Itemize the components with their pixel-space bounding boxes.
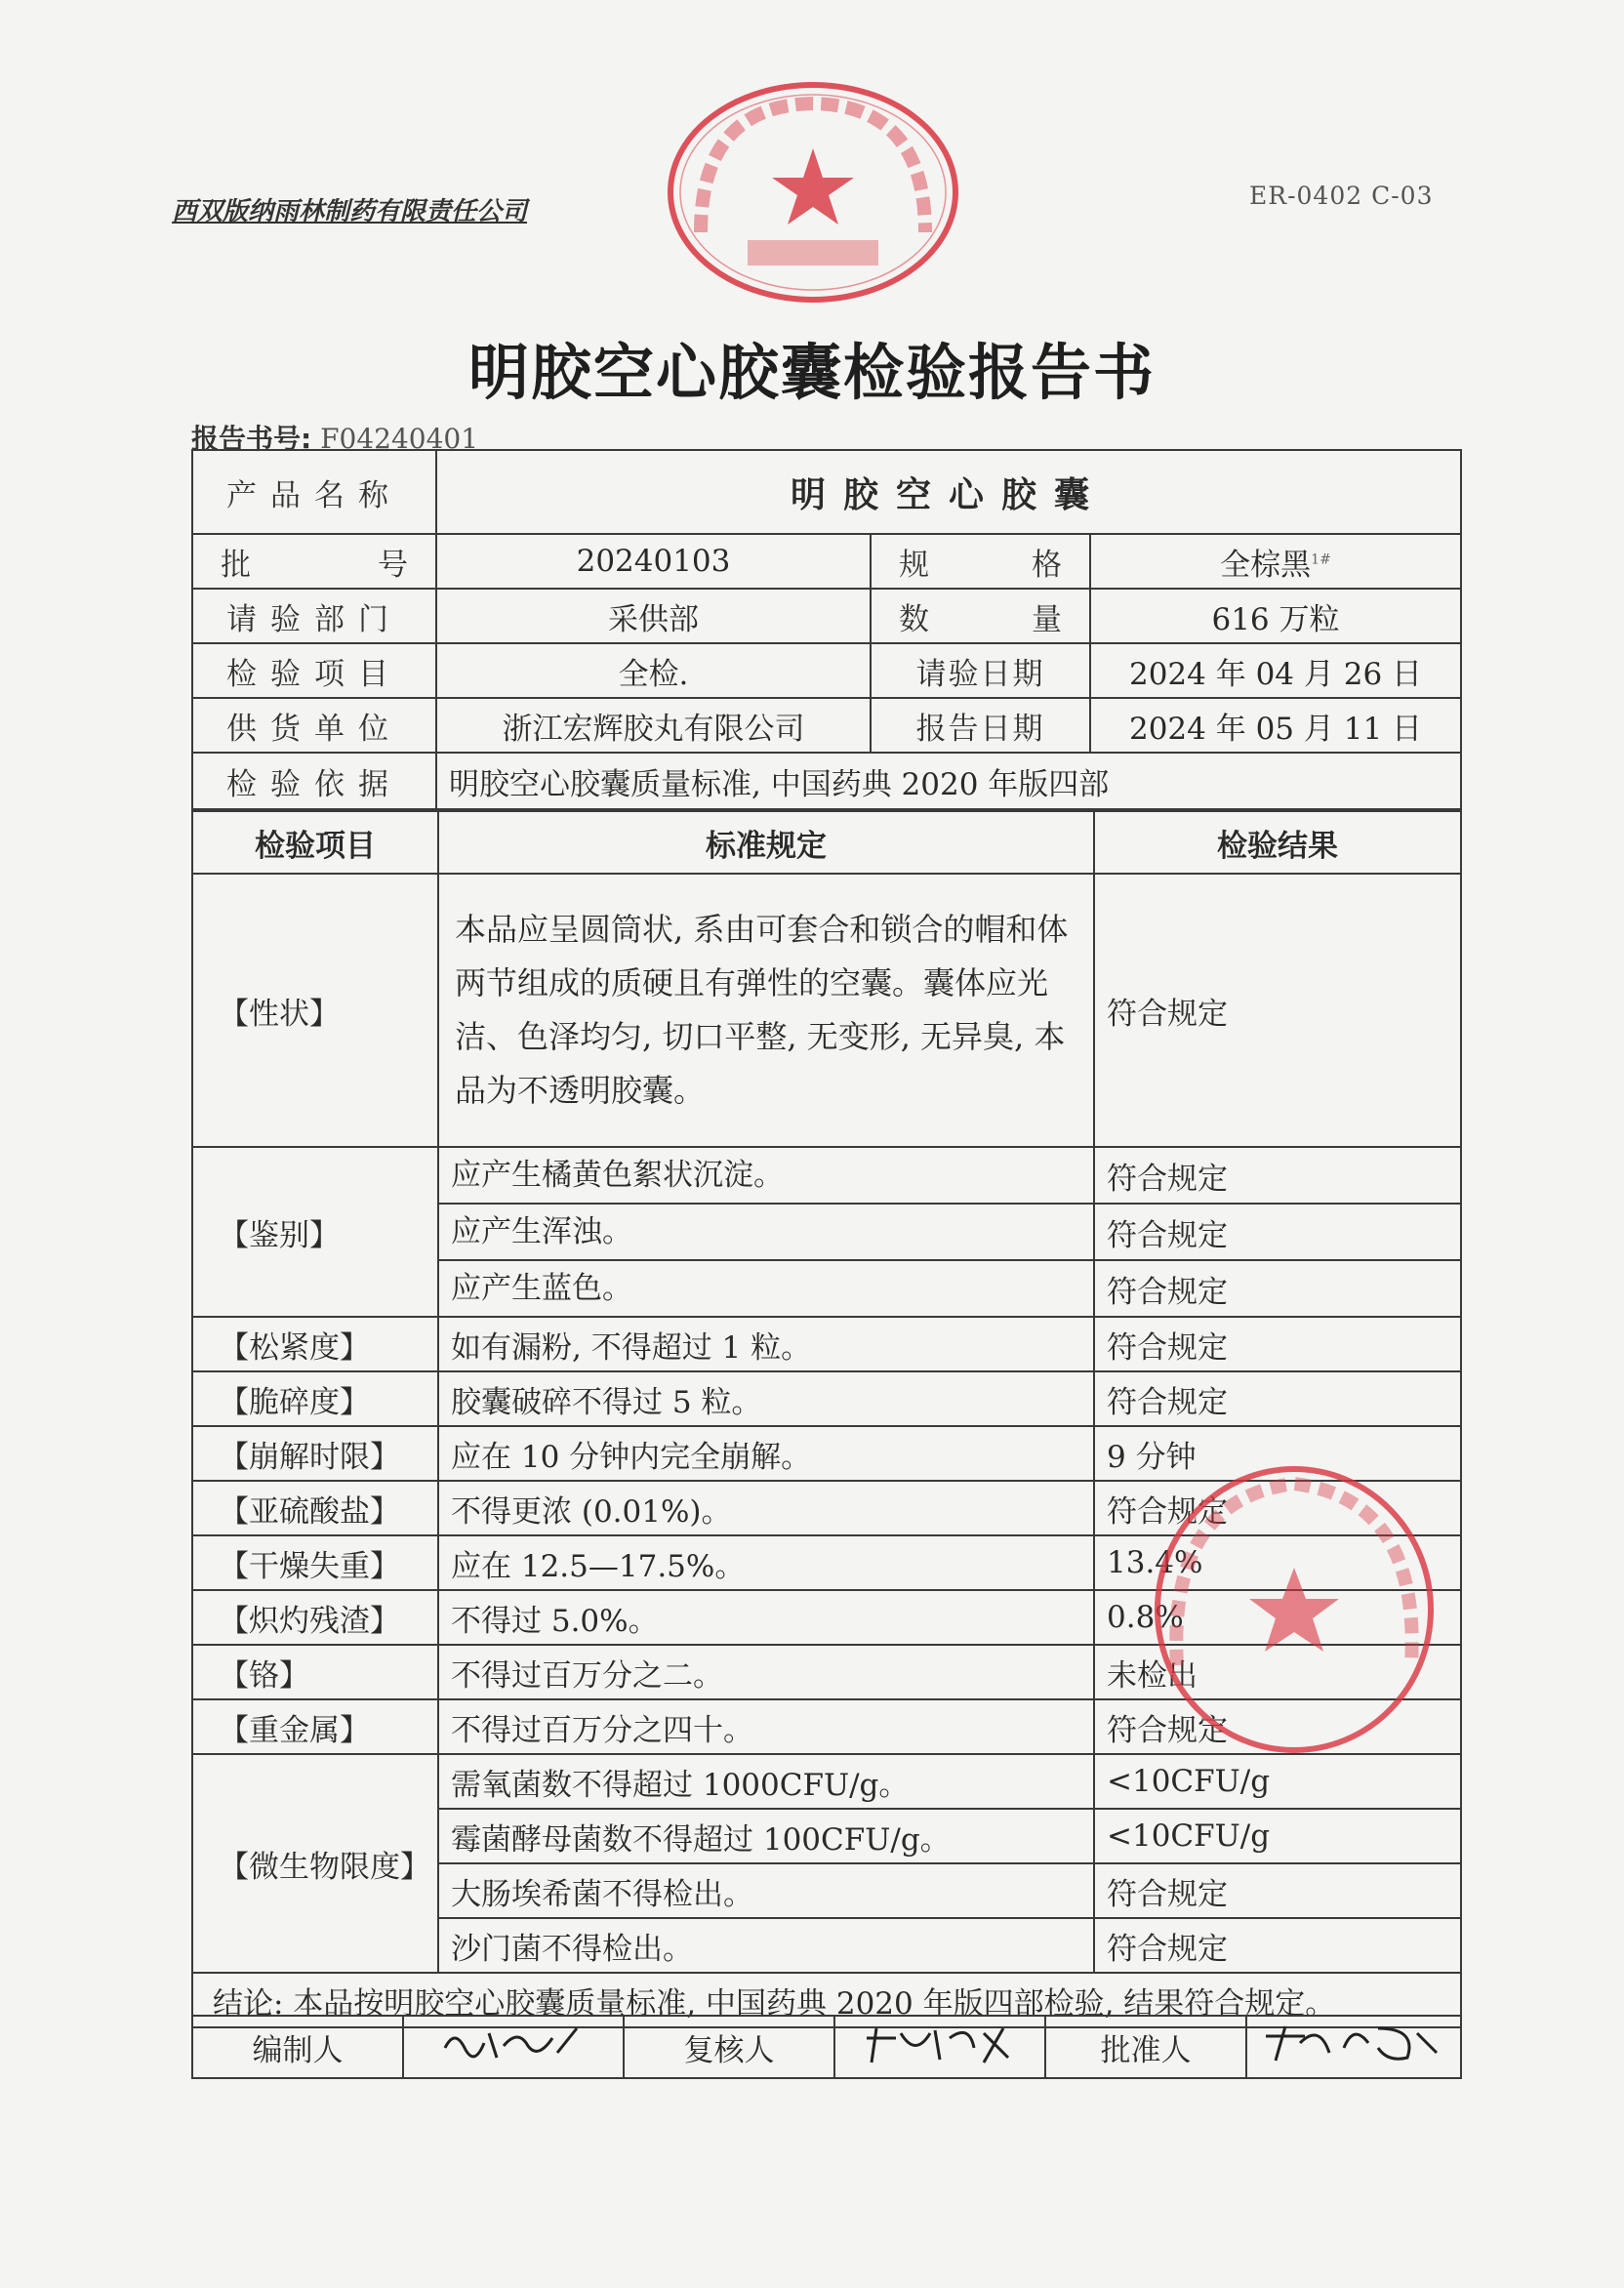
test-standard: 不得过百万分之二。 <box>438 1645 1094 1699</box>
inspect-item-value: 全检. <box>436 643 871 698</box>
reviewed-by-label: 复核人 <box>624 2016 834 2078</box>
prepared-by-signature <box>403 2016 624 2078</box>
test-standard: 不得更浓 (0.01%)。 <box>438 1481 1094 1535</box>
basis-label: 检验依据 <box>192 753 436 809</box>
approved-by-signature <box>1246 2016 1461 2078</box>
ident-standard: 应产生橘黄色絮状沉淀。 <box>438 1147 1094 1204</box>
col-header-item: 检验项目 <box>192 811 438 874</box>
micro-standard: 霉菌酵母菌数不得超过 100CFU/g。 <box>438 1809 1094 1863</box>
test-item: 【干燥失重】 <box>192 1535 438 1590</box>
test-item: 【松紧度】 <box>192 1317 438 1371</box>
report-date-label: 报告日期 <box>871 698 1090 753</box>
request-date-value: 2024 年 04 月 26 日 <box>1090 643 1461 698</box>
micro-item: 【微生物限度】 <box>192 1754 438 1973</box>
ident-item: 【鉴别】 <box>192 1147 438 1317</box>
prepared-by-label: 编制人 <box>192 2016 403 2078</box>
ident-result: 符合规定 <box>1094 1260 1461 1317</box>
table-row <box>192 1371 1461 1426</box>
micro-standard: 需氧菌数不得超过 1000CFU/g。 <box>438 1754 1094 1809</box>
micro-standard: 大肠埃希菌不得检出。 <box>438 1863 1094 1918</box>
report-number-label: 报告书号: <box>191 423 312 455</box>
report-title: 明胶空心胶囊检验报告书 <box>467 337 1156 408</box>
test-result: 0.8% <box>1094 1590 1461 1645</box>
table-row <box>192 1481 1461 1535</box>
table-row <box>192 1147 1461 1204</box>
micro-standard: 沙门菌不得检出。 <box>438 1918 1094 1973</box>
reviewed-by-signature <box>834 2016 1045 2078</box>
test-item: 【炽灼残渣】 <box>192 1590 438 1645</box>
supplier-label: 供货单位 <box>192 698 436 753</box>
table-row <box>192 1754 1461 1809</box>
test-result: 符合规定 <box>1094 1699 1461 1754</box>
company-name: 西双版纳雨林制药有限责任公司 <box>172 197 528 226</box>
test-result: 未检出 <box>1094 1645 1461 1699</box>
micro-result: <10CFU/g <box>1094 1754 1461 1809</box>
test-standard: 胶囊破碎不得过 5 粒。 <box>438 1371 1094 1426</box>
ident-standard: 应产生蓝色。 <box>438 1260 1094 1317</box>
product-name: 明胶空心胶囊 <box>436 450 1461 534</box>
table-row <box>192 1590 1461 1645</box>
table-row <box>192 1699 1461 1754</box>
request-date-label: 请验日期 <box>871 643 1090 698</box>
test-standard: 如有漏粉, 不得超过 1 粒。 <box>438 1317 1094 1371</box>
test-item: 【脆碎度】 <box>192 1371 438 1426</box>
qty-value: 616 万粒 <box>1090 589 1461 643</box>
appearance-item: 【性状】 <box>192 874 438 1147</box>
spec-mark: 1# <box>1311 552 1331 568</box>
dept-label: 请验部门 <box>192 589 436 643</box>
spec-cell <box>1090 534 1461 589</box>
table-row <box>192 1426 1461 1481</box>
report-number-value: F04240401 <box>320 423 479 455</box>
spec-label: 规格 <box>871 534 1090 589</box>
signature-table <box>191 2015 1462 2079</box>
quality-seal-stamp <box>662 76 964 308</box>
ident-standard: 应产生浑浊。 <box>438 1204 1094 1260</box>
dept-value: 采供部 <box>436 589 871 643</box>
test-item: 【崩解时限】 <box>192 1426 438 1481</box>
table-row <box>192 1645 1461 1699</box>
test-standard: 应在 10 分钟内完全崩解。 <box>438 1426 1094 1481</box>
qty-label: 数量 <box>871 589 1090 643</box>
appearance-result: 符合规定 <box>1094 874 1461 1147</box>
basis-value: 明胶空心胶囊质量标准, 中国药典 2020 年版四部 <box>436 753 1461 809</box>
micro-result: <10CFU/g <box>1094 1809 1461 1863</box>
col-header-result: 检验结果 <box>1094 811 1461 874</box>
form-code: ER-0402 C-03 <box>1249 182 1434 210</box>
batch-value: 20240103 <box>436 534 871 589</box>
test-result: 符合规定 <box>1094 1481 1461 1535</box>
product-name-label: 产品名称 <box>192 450 436 534</box>
table-row <box>192 1317 1461 1371</box>
conclusion: 结论: 本品按明胶空心胶囊质量标准, 中国药典 2020 年版四部检验, 结果符合规定。 <box>192 1973 1461 2027</box>
ident-result: 符合规定 <box>1094 1147 1461 1204</box>
table-row <box>192 1535 1461 1590</box>
test-result: 13.4% <box>1094 1535 1461 1590</box>
test-standard: 应在 12.5—17.5%。 <box>438 1535 1094 1590</box>
test-item: 【亚硫酸盐】 <box>192 1481 438 1535</box>
supplier-value: 浙江宏辉胶丸有限公司 <box>436 698 871 753</box>
col-header-standard: 标准规定 <box>438 811 1094 874</box>
micro-result: 符合规定 <box>1094 1863 1461 1918</box>
test-result: 符合规定 <box>1094 1371 1461 1426</box>
test-result: 符合规定 <box>1094 1317 1461 1371</box>
approved-by-label: 批准人 <box>1045 2016 1246 2078</box>
ident-result: 符合规定 <box>1094 1204 1461 1260</box>
batch-label: 批号 <box>192 534 436 589</box>
report-date-value: 2024 年 05 月 11 日 <box>1090 698 1461 753</box>
test-standard: 不得过 5.0%。 <box>438 1590 1094 1645</box>
test-result: 9 分钟 <box>1094 1426 1461 1481</box>
spec-value: 全棕黑 <box>1220 547 1312 583</box>
results-table <box>191 810 1462 2028</box>
inspect-item-label: 检验项目 <box>192 643 436 698</box>
micro-result: 符合规定 <box>1094 1918 1461 1973</box>
info-table <box>191 449 1462 810</box>
test-item: 【铬】 <box>192 1645 438 1699</box>
test-standard: 不得过百万分之四十。 <box>438 1699 1094 1754</box>
test-item: 【重金属】 <box>192 1699 438 1754</box>
appearance-standard: 本品应呈圆筒状, 系由可套合和锁合的帽和体两节组成的质硬且有弹性的空囊。囊体应光洁、色泽均匀, 切口平整, 无变形, 无异臭, 本品为不透明胶囊。 <box>438 874 1094 1147</box>
